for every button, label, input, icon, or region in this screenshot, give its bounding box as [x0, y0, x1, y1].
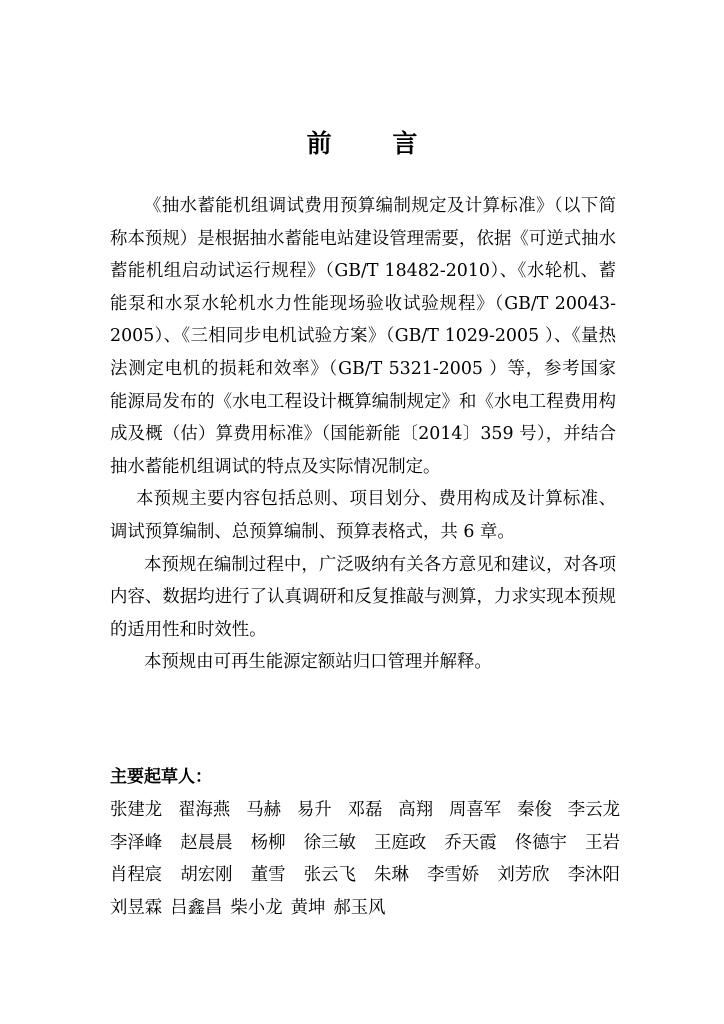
drafter-name: 吕鑫昌	[170, 897, 223, 918]
drafter-name: 易升	[296, 800, 332, 820]
drafter-name: 高翔	[398, 800, 434, 820]
drafter-name: 王庭政	[374, 832, 427, 853]
drafter-name: 胡宏刚	[180, 865, 233, 886]
drafter-name: 李云龙	[567, 800, 620, 820]
drafter-row	[110, 859, 620, 892]
drafter-name: 张云飞	[303, 865, 356, 886]
drafter-name: 刘昱霖	[110, 897, 163, 918]
drafter-name: 佟德宇	[514, 832, 567, 853]
drafter-name: 王岩	[585, 832, 620, 853]
drafter-row	[110, 827, 620, 860]
drafter-name: 李泽峰	[110, 832, 163, 853]
preface-paragraph: 本预规在编制过程中，广泛吸纳有关各方意见和建议，对各项内容、数据均进行了认真调研和反复推敲与测算，力求实现本预规的适用性和时效性。	[110, 554, 616, 640]
drafter-name: 马赫	[246, 800, 281, 820]
drafter-name: 朱琳	[374, 865, 409, 886]
preface-paragraph: 本预规由可再生能源定额站归口管理并解释。	[144, 652, 492, 673]
drafter-name: 徐三敏	[303, 832, 356, 853]
drafter-name: 李雪娇	[427, 865, 480, 886]
preface-body	[110, 190, 616, 679]
drafter-name: 翟海燕	[178, 800, 231, 820]
drafter-name: 杨柳	[250, 832, 286, 853]
drafter-name: 邓磊	[347, 800, 383, 820]
drafter-name: 刘芳欣	[497, 865, 550, 886]
drafter-name: 乔天霞	[444, 832, 497, 853]
page-title: 前 言	[306, 129, 444, 158]
drafters-label: 主要起草人：	[110, 767, 212, 787]
preface-paragraph: 本预规主要内容包括总则、项目划分、费用构成及计算标准、调试预算编制、总预算编制、预算表格式，共 6 章。	[110, 489, 616, 542]
drafter-name: 秦俊	[517, 800, 552, 820]
drafter-name: 周喜军	[449, 800, 502, 820]
drafter-name: 郝玉风	[333, 897, 386, 918]
drafters-list	[110, 794, 620, 924]
drafter-row	[110, 892, 620, 925]
drafter-name: 张建龙	[110, 800, 163, 820]
drafter-name: 赵晨晨	[180, 832, 233, 853]
drafter-name: 肖程宸	[110, 865, 163, 886]
drafter-name: 黄坤	[290, 897, 326, 918]
drafter-row	[110, 794, 620, 827]
drafter-name: 董雪	[250, 865, 286, 886]
preface-paragraph: 《抽水蓄能机组调试费用预算编制规定及计算标准》（以下简称本预规）是根据抽水蓄能电站建设管理需要，依据《可逆式抽水蓄能机组启动试运行规程》（GB/T 18482-2010）、《水轮机、蓄能泵和水泵水轮机水力性能现场验收试验规程》（GB/T 20043-2005）、《三相同步电机试验方案》（GB/T 1029-2005 ）、《量热法测定电机的损耗和效率》（GB/T 5321-2005 ）等，参考国家能源局发布的《水电工程设计概算编制规定》和《水电工程费用构成及概（估）算费用标准》（国能新能〔2014〕359 号），并结合抽水蓄能机组调试的特点及实际情况制定。	[110, 196, 616, 477]
drafter-name: 柴小龙	[230, 897, 283, 918]
drafter-name: 李沐阳	[567, 865, 620, 886]
